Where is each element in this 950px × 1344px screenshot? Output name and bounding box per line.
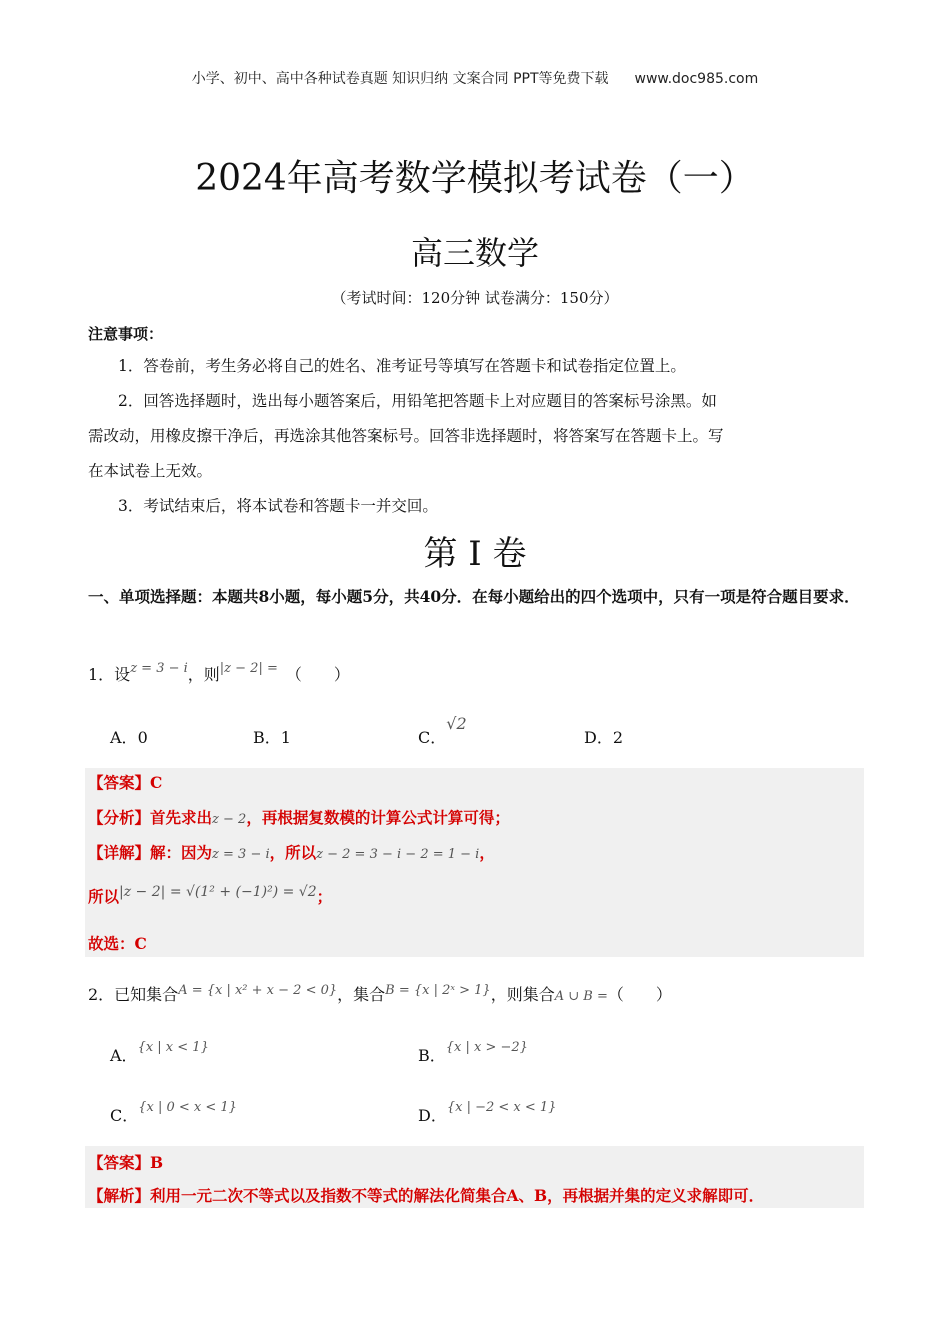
q2-option-d-label: D． (418, 1106, 447, 1125)
q1-detail-pre: 解：因为 (150, 843, 213, 862)
q1-option-a (110, 725, 148, 748)
q2-expr-union: A ∪ B = (554, 989, 608, 1004)
question-2 (88, 982, 672, 1005)
q2-option-c-value: {x | 0 < x < 1} (138, 1100, 237, 1115)
q1-choose-value: C (134, 934, 147, 953)
q1-answer-value: C (150, 773, 163, 792)
q2-option-b (418, 1040, 528, 1066)
header-text: 小学、初中、高中各种试卷真题 知识归纳 文案合同 PPT等免费下载 (191, 71, 609, 87)
notice-item-1: 1．答卷前，考生务必将自己的姓名、准考证号等填写在答题卡和试卷指定位置上。 (118, 357, 686, 375)
notice-item-2-line-3: 在本试卷上无效。 (88, 462, 213, 480)
q1-expr-z: z = 3 − i (130, 661, 188, 676)
q1-option-c-label: C． (418, 728, 447, 747)
q1-option-d (584, 725, 623, 748)
q2-option-d-value: {x | −2 < x < 1} (446, 1100, 557, 1115)
q1-so-label: 所以 (88, 887, 120, 906)
notice-item-3: 3．考试结束后，将本试卷和答题卡一并交回。 (118, 497, 438, 515)
page-header (0, 68, 950, 88)
question-1 (88, 662, 350, 685)
q1-detail-end: ， (479, 843, 495, 862)
q1-option-c (418, 714, 467, 748)
q1-so-expr: |z − 2| = √(1² + (−1)²) = √2 (119, 884, 317, 900)
notice-heading: 注意事项： (88, 325, 164, 343)
q1-answer-box (85, 768, 864, 957)
page-subtitle: 高三数学 (410, 234, 539, 272)
single-choice-heading: 一、单项选择题：本题共8小题，每小题5分，共40分．在每小题给出的四个选项中，只有一项是符合题目要求． (88, 587, 860, 606)
q1-so-end: ； (316, 887, 333, 906)
q1-option-a-value: 0 (137, 728, 148, 747)
q2-option-c-label: C． (110, 1106, 139, 1125)
q2-answer-box (85, 1146, 864, 1208)
q1-option-d-label: D． (584, 728, 613, 747)
q1-choose-label: 故选： (88, 934, 135, 953)
q1-choose (88, 932, 147, 954)
q1-detail (88, 841, 495, 863)
q1-option-b-label: B． (253, 728, 281, 747)
q1-option-b (253, 725, 291, 748)
q1-analysis-label: 【分析】 (88, 808, 151, 827)
q1-answer-label: 【答案】 (88, 773, 151, 792)
q2-option-b-label: B． (418, 1046, 446, 1065)
q1-analysis-post: ，再根据复数模的计算公式计算可得； (246, 808, 510, 827)
q1-detail-mid: ，所以 (269, 843, 317, 862)
q2-analysis (88, 1184, 764, 1206)
q1-option-c-value: √2 (446, 714, 467, 733)
header-url[interactable]: www.doc985.com (634, 71, 759, 87)
q2-analysis-label: 【解析】 (88, 1186, 151, 1205)
notice-item-2-line-2: 需改动，用橡皮擦干净后，再选涂其他答案标号。回答非选择题时，将答案写在答题卡上。写 (88, 427, 724, 445)
q1-analysis-pre: 首先求出 (150, 808, 213, 827)
q1-detail-expr-1: z = 3 − i (212, 847, 270, 862)
q1-analysis-expr: z − 2 (212, 812, 247, 827)
q2-option-a (110, 1040, 209, 1066)
q2-answer (88, 1151, 163, 1173)
q2-answer-value: B (150, 1153, 164, 1172)
q2-option-a-value: {x | x < 1} (137, 1040, 209, 1055)
q2-tail: ，则集合 (490, 985, 555, 1004)
q2-option-b-value: {x | x > −2} (445, 1040, 528, 1055)
q1-detail-label: 【详解】 (88, 843, 151, 862)
page-title: 2024年高考数学模拟考试卷（一） (195, 158, 755, 199)
exam-info: （考试时间：120分钟 试卷满分：150分） (331, 289, 619, 307)
q2-option-d (418, 1100, 557, 1126)
q1-option-d-value: 2 (612, 728, 624, 747)
q1-option-b-value: 1 (280, 728, 291, 747)
q2-prefix: 2．已知集合 (88, 985, 179, 1004)
q1-option-a-label: A． (110, 728, 138, 747)
q1-so (88, 885, 332, 907)
q1-prefix: 1．设 (88, 665, 131, 684)
section-title: 第 I 卷 (423, 534, 527, 574)
q2-answer-label: 【答案】 (88, 1153, 151, 1172)
q2-expr-a: A = {x | x² + x − 2 < 0} (178, 983, 338, 998)
q2-option-c (110, 1100, 237, 1126)
q1-blank: （ ） (285, 665, 350, 684)
q1-expr-modulus: |z − 2| = (219, 661, 278, 676)
q2-blank: （ ） (607, 985, 672, 1004)
q1-analysis (88, 806, 510, 828)
q1-mid: ，则 (187, 665, 220, 684)
q2-mid: ，集合 (337, 985, 386, 1004)
q2-expr-b: B = {x | 2ˣ > 1} (385, 983, 491, 998)
q1-answer (88, 771, 162, 793)
q1-detail-expr-2: z − 2 = 3 − i − 2 = 1 − i (316, 847, 480, 862)
q2-analysis-text: 利用一元二次不等式以及指数不等式的解法化简集合A、B，再根据并集的定义求解即可． (150, 1186, 765, 1205)
q2-option-a-label: A． (110, 1046, 138, 1065)
notice-item-2-line-1: 2．回答选择题时，选出每小题答案后，用铅笔把答题卡上对应题目的答案标号涂黑。如 (118, 392, 717, 410)
